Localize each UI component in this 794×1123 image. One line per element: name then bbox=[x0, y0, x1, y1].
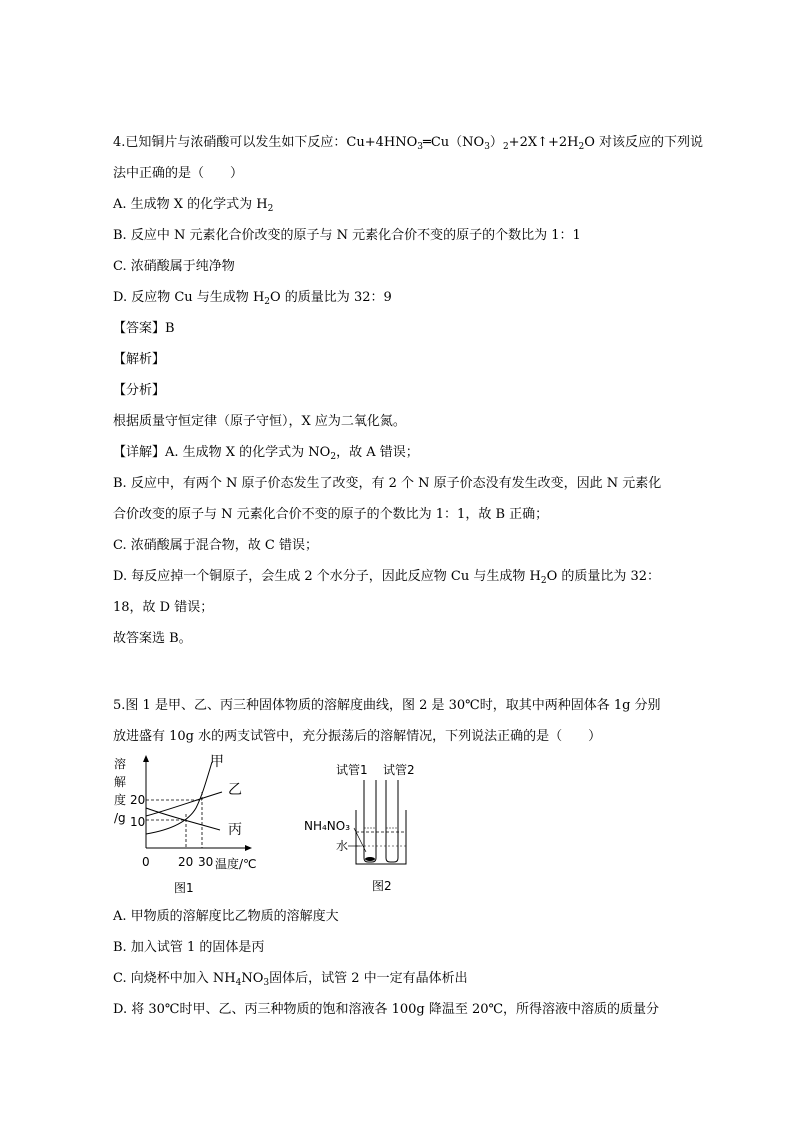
q4-conclusion: 故答案选 B。 bbox=[113, 631, 192, 646]
q4-jiexi-heading: 【解析】 bbox=[113, 352, 166, 367]
fig1-x-axis-arrow bbox=[245, 845, 252, 851]
q4-fenxi-heading: 【分析】 bbox=[113, 383, 166, 398]
q4-option-d: D. 反应物 Cu 与生成物 $H_2O$ 的质量比为 32：9 bbox=[113, 290, 392, 307]
fig1-y-unit: /g bbox=[114, 811, 126, 825]
fig2-label-tube2: 试管2 bbox=[383, 763, 415, 777]
fig2-label-water: 水 bbox=[336, 839, 349, 853]
fig1-x-tick-0: 0 bbox=[142, 855, 150, 869]
q4-analysis: 根据质量守恒定律（原子守恒），X 应为二氧化氮。 bbox=[113, 414, 406, 429]
q4-detail-d-line2: 18，故 D 错误； bbox=[113, 600, 214, 615]
q5-option-b: B. 加入试管 1 的固体是丙 bbox=[113, 940, 265, 955]
q5-option-d: D. 将 30℃时甲、乙、丙三种物质的饱和溶液各 100g 降温至 20℃，所得溶液中溶质的质量分 bbox=[113, 1002, 660, 1017]
fig1-x-tick-20: 20 bbox=[178, 855, 194, 869]
fig1-label-jia: 甲 bbox=[210, 754, 224, 770]
fig1-curve-yi bbox=[146, 792, 222, 816]
fig1-y-tick-20: 20 bbox=[130, 793, 146, 807]
fig1-x-tick-30: 30 bbox=[198, 855, 214, 869]
q4-detail-b-line1: B. 反应中，有两个 N 原子价态发生了改变，有 2 个 N 原子价态没有发生改变，因此 N 元素化 bbox=[113, 476, 662, 491]
q5-stem-line2: 放进盛有 10g 水的两支试管中，充分振荡后的溶解情况，下列说法正确的是（ ） bbox=[113, 729, 602, 744]
fig2-caption: 图2 bbox=[372, 879, 392, 893]
q5-option-a: A. 甲物质的溶解度比乙物质的溶解度大 bbox=[113, 909, 339, 924]
fig2-label-reagent: NH₄NO₃ bbox=[304, 819, 351, 833]
fig1-x-label: 温度/℃ bbox=[215, 857, 257, 871]
q4-option-b: B. 反应中 N 元素化合价改变的原子与 N 元素化合价不变的原子的个数比为 1：1 bbox=[113, 228, 581, 243]
fig1-label-bing: 丙 bbox=[228, 822, 242, 838]
q4-stem-line2: 法中正确的是（ ） bbox=[113, 166, 244, 181]
figure-2-test-tubes bbox=[304, 762, 444, 902]
q4-detail-c: C. 浓硝酸属于混合物，故 C 错误； bbox=[113, 538, 318, 553]
figure-1-solubility-curves bbox=[110, 752, 290, 902]
fig2-label-tube1: 试管1 bbox=[336, 763, 368, 777]
q4-detail-b-line2: 合价改变的原子与 N 元素化合价不变的原子的个数比为 1：1，故 B 正确； bbox=[113, 507, 549, 522]
q4-detail-a: 【详解】A. 生成物 X 的化学式为 $NO_2$，故 A 错误； bbox=[113, 445, 419, 462]
fig1-y-label-3: 度 bbox=[114, 793, 127, 807]
q4-stem-line1: 4.已知铜片与浓硝酸可以发生如下反应：$Cu+4HNO_3═Cu(NO_3)_2+2X↑+2H_2O$ 对该反应的下列说 bbox=[113, 135, 704, 152]
fig1-y-label-2: 解 bbox=[114, 775, 127, 789]
q4-detail-d-line1: D. 每反应掉一个铜原子，会生成 2 个水分子，因此反应物 Cu 与生成物 $H_2O$ 的质量比为 32： bbox=[113, 569, 661, 586]
fig1-label-yi: 乙 bbox=[228, 782, 242, 798]
q4-option-c: C. 浓硝酸属于纯净物 bbox=[113, 259, 235, 274]
q5-stem-line1: 5.图 1 是甲、乙、丙三种固体物质的溶解度曲线，图 2 是 30℃时，取其中两种固体各 1g 分别 bbox=[113, 698, 661, 713]
fig2-tube-2 bbox=[386, 780, 398, 862]
fig1-y-axis-arrow bbox=[143, 755, 149, 762]
fig1-curve-bing bbox=[146, 808, 220, 830]
fig1-caption: 图1 bbox=[174, 881, 194, 895]
fig1-y-label-1: 溶 bbox=[114, 757, 127, 771]
q5-option-c: C. 向烧杯中加入 $NH_4NO_3$固体后，试管 2 中一定有晶体析出 bbox=[113, 971, 468, 988]
q4-answer: 【答案】B bbox=[113, 321, 175, 336]
q4-option-a: A. 生成物 X 的化学式为 $H_2$ bbox=[113, 197, 274, 214]
fig2-tube-1-sediment bbox=[365, 857, 375, 861]
fig2-tube-1 bbox=[364, 780, 376, 862]
fig1-y-tick-10: 10 bbox=[130, 815, 146, 829]
